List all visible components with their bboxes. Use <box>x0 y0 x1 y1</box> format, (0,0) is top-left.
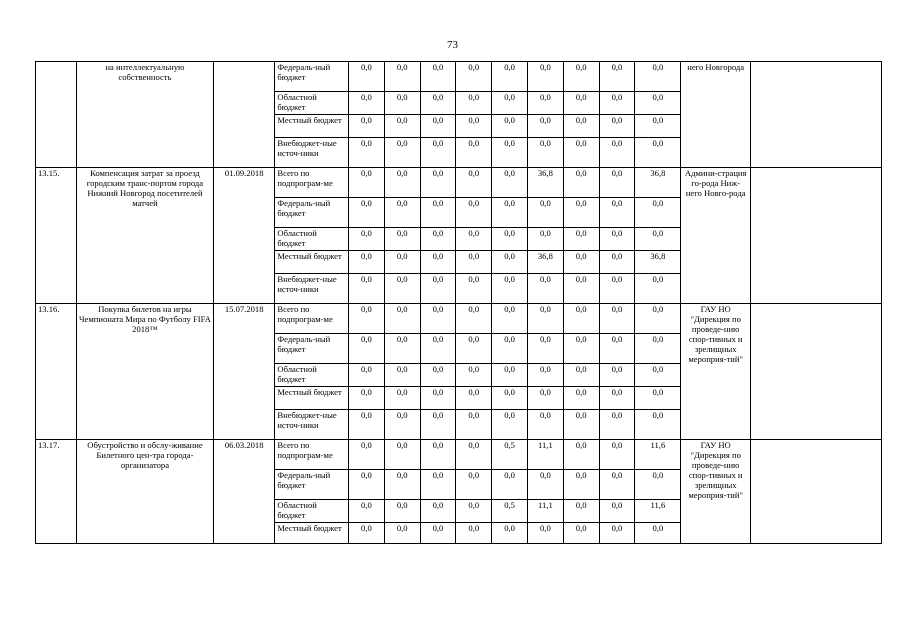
value-cell: 0,0 <box>599 470 635 500</box>
item-number <box>36 62 77 168</box>
value-cell: 0,0 <box>527 198 563 228</box>
executor: ГАУ НО "Дирекция по проведе-нию спор-тивных и зрелищных мероприя-тий" <box>681 440 751 544</box>
executor: Админи-страция го-рода Ниж-него Новго-рода <box>681 168 751 304</box>
value-cell: 0,0 <box>349 410 385 440</box>
value-cell: 0,0 <box>384 440 420 470</box>
value-cell: 0,0 <box>420 523 456 544</box>
table-row <box>36 62 882 92</box>
value-cell: 0,0 <box>599 410 635 440</box>
value-cell: 0,0 <box>492 410 528 440</box>
funding-source: Областной бюджет <box>275 500 349 523</box>
item-number: 13.15. <box>36 168 77 304</box>
value-cell: 0,0 <box>349 440 385 470</box>
value-cell: 0,0 <box>599 304 635 334</box>
value-cell: 11,1 <box>527 440 563 470</box>
value-cell: 0,0 <box>456 168 492 198</box>
value-cell: 0,0 <box>527 92 563 115</box>
value-cell: 0,0 <box>563 62 599 92</box>
value-cell: 0,0 <box>563 228 599 251</box>
value-cell: 0,0 <box>599 364 635 387</box>
value-cell: 0,0 <box>527 228 563 251</box>
value-cell: 0,0 <box>384 138 420 168</box>
value-cell: 0,0 <box>456 410 492 440</box>
funding-source: Федераль-ный бюджет <box>275 334 349 364</box>
value-cell: 0,0 <box>456 523 492 544</box>
value-cell: 0,0 <box>384 470 420 500</box>
value-total: 0,0 <box>635 115 681 138</box>
value-cell: 0,0 <box>420 410 456 440</box>
value-cell: 0,0 <box>456 364 492 387</box>
value-cell: 0,0 <box>492 115 528 138</box>
value-cell: 0,0 <box>492 304 528 334</box>
value-total: 0,0 <box>635 228 681 251</box>
empty-column-cell <box>750 168 881 304</box>
value-cell: 0,0 <box>492 364 528 387</box>
value-cell: 0,0 <box>599 387 635 410</box>
table-row <box>36 440 882 470</box>
value-cell: 0,0 <box>527 410 563 440</box>
item-name: Обустройство и обслу-живание Билетного цен-тра города-организатора <box>76 440 213 544</box>
table-row <box>36 304 882 334</box>
value-cell: 0,0 <box>384 304 420 334</box>
value-cell: 0,0 <box>527 470 563 500</box>
value-cell: 0,0 <box>599 198 635 228</box>
empty-column-cell <box>750 440 881 544</box>
value-cell: 0,0 <box>384 198 420 228</box>
item-number: 13.16. <box>36 304 77 440</box>
funding-source: Областной бюджет <box>275 364 349 387</box>
value-cell: 0,0 <box>492 334 528 364</box>
value-cell: 0,0 <box>599 168 635 198</box>
value-cell: 36,8 <box>527 168 563 198</box>
value-cell: 0,5 <box>492 500 528 523</box>
value-cell: 0,0 <box>384 251 420 274</box>
value-cell: 0,0 <box>420 470 456 500</box>
value-cell: 0,0 <box>349 274 385 304</box>
item-number: 13.17. <box>36 440 77 544</box>
value-cell: 0,0 <box>456 304 492 334</box>
value-cell: 0,0 <box>349 62 385 92</box>
value-cell: 0,0 <box>563 168 599 198</box>
value-cell: 0,0 <box>563 251 599 274</box>
value-cell: 0,0 <box>527 523 563 544</box>
executor: него Новгорода <box>681 62 751 168</box>
item-date: 01.09.2018 <box>213 168 274 304</box>
executor: ГАУ НО "Дирекция по проведе-нию спор-тивных и зрелищных мероприя-тий" <box>681 304 751 440</box>
value-cell: 0,0 <box>599 500 635 523</box>
value-cell: 0,0 <box>527 387 563 410</box>
value-cell: 0,0 <box>456 62 492 92</box>
value-total: 0,0 <box>635 274 681 304</box>
empty-column-cell <box>750 62 881 168</box>
value-cell: 0,0 <box>492 274 528 304</box>
value-cell: 0,0 <box>349 198 385 228</box>
funding-source: Федераль-ный бюджет <box>275 198 349 228</box>
value-total: 0,0 <box>635 364 681 387</box>
value-cell: 0,0 <box>456 334 492 364</box>
table-row <box>36 168 882 198</box>
table-body <box>36 62 882 544</box>
value-cell: 0,0 <box>563 274 599 304</box>
value-cell: 0,0 <box>599 440 635 470</box>
item-name: Покупка билетов на игры Чемпионата Мира по Футболу FIFA 2018™ <box>76 304 213 440</box>
value-cell: 0,0 <box>492 138 528 168</box>
value-cell: 0,0 <box>563 387 599 410</box>
value-cell: 0,0 <box>349 228 385 251</box>
value-cell: 0,0 <box>420 251 456 274</box>
value-cell: 0,0 <box>527 334 563 364</box>
value-cell: 0,0 <box>420 500 456 523</box>
value-cell: 0,0 <box>420 334 456 364</box>
value-total: 0,0 <box>635 387 681 410</box>
value-cell: 0,0 <box>349 138 385 168</box>
funding-source: Внебюджет-ные источ-ники <box>275 410 349 440</box>
value-cell: 0,0 <box>420 387 456 410</box>
funding-source: Федераль-ный бюджет <box>275 62 349 92</box>
value-total: 0,0 <box>635 138 681 168</box>
item-date: 06.03.2018 <box>213 440 274 544</box>
value-total: 0,0 <box>635 334 681 364</box>
value-cell: 0,0 <box>563 500 599 523</box>
item-name: Компенсация затрат за проезд городским транс-портом города Нижний Новгород посетителей матчей <box>76 168 213 304</box>
value-cell: 0,0 <box>456 470 492 500</box>
value-cell: 0,0 <box>456 440 492 470</box>
funding-source: Областной бюджет <box>275 228 349 251</box>
item-name: на интеллектуальную собственность <box>76 62 213 168</box>
empty-column-cell <box>750 304 881 440</box>
value-cell: 0,0 <box>456 274 492 304</box>
funding-source: Местный бюджет <box>275 115 349 138</box>
value-cell: 0,0 <box>527 138 563 168</box>
value-cell: 0,0 <box>384 62 420 92</box>
value-cell: 0,0 <box>349 92 385 115</box>
value-cell: 0,0 <box>420 364 456 387</box>
value-cell: 0,0 <box>420 92 456 115</box>
value-total: 36,8 <box>635 251 681 274</box>
funding-source: Всего по подпрограм-ме <box>275 304 349 334</box>
value-total: 0,0 <box>635 523 681 544</box>
value-total: 0,0 <box>635 198 681 228</box>
funding-source: Местный бюджет <box>275 523 349 544</box>
funding-source: Федераль-ный бюджет <box>275 470 349 500</box>
value-cell: 0,0 <box>563 364 599 387</box>
value-cell: 0,0 <box>563 523 599 544</box>
value-cell: 0,0 <box>384 364 420 387</box>
value-cell: 0,0 <box>527 62 563 92</box>
value-cell: 0,0 <box>492 92 528 115</box>
value-cell: 0,0 <box>456 115 492 138</box>
value-cell: 0,0 <box>563 470 599 500</box>
value-cell: 11,1 <box>527 500 563 523</box>
value-total: 0,0 <box>635 62 681 92</box>
value-total: 36,8 <box>635 168 681 198</box>
value-total: 0,0 <box>635 470 681 500</box>
value-cell: 0,0 <box>456 387 492 410</box>
value-cell: 0,0 <box>599 228 635 251</box>
value-cell: 0,0 <box>527 304 563 334</box>
value-cell: 0,0 <box>456 228 492 251</box>
value-cell: 0,0 <box>492 523 528 544</box>
funding-source: Областной бюджет <box>275 92 349 115</box>
value-cell: 0,0 <box>599 62 635 92</box>
value-cell: 0,0 <box>384 228 420 251</box>
value-cell: 0,0 <box>420 274 456 304</box>
value-cell: 0,0 <box>420 440 456 470</box>
value-cell: 0,0 <box>492 228 528 251</box>
funding-source: Внебюджет-ные источ-ники <box>275 138 349 168</box>
funding-source: Внебюджет-ные источ-ники <box>275 274 349 304</box>
value-cell: 0,0 <box>492 168 528 198</box>
value-cell: 0,0 <box>349 523 385 544</box>
value-cell: 0,0 <box>599 334 635 364</box>
page-number: 73 <box>447 39 458 51</box>
value-cell: 0,0 <box>599 251 635 274</box>
value-cell: 0,0 <box>563 410 599 440</box>
value-cell: 0,0 <box>527 115 563 138</box>
value-cell: 0,0 <box>349 115 385 138</box>
value-cell: 0,0 <box>349 364 385 387</box>
value-cell: 0,0 <box>527 274 563 304</box>
item-date <box>213 62 274 168</box>
value-cell: 0,0 <box>492 470 528 500</box>
value-cell: 0,0 <box>384 523 420 544</box>
value-total: 11,6 <box>635 440 681 470</box>
value-cell: 0,0 <box>420 115 456 138</box>
value-cell: 0,0 <box>563 198 599 228</box>
value-cell: 0,0 <box>420 62 456 92</box>
value-cell: 0,0 <box>563 138 599 168</box>
value-cell: 0,0 <box>563 115 599 138</box>
value-cell: 0,0 <box>456 198 492 228</box>
value-cell: 0,0 <box>599 138 635 168</box>
value-cell: 0,0 <box>384 334 420 364</box>
value-total: 11,6 <box>635 500 681 523</box>
item-date: 15.07.2018 <box>213 304 274 440</box>
value-cell: 0,0 <box>492 198 528 228</box>
value-cell: 0,0 <box>456 500 492 523</box>
value-total: 0,0 <box>635 304 681 334</box>
value-cell: 0,0 <box>563 304 599 334</box>
value-cell: 0,0 <box>599 92 635 115</box>
value-cell: 36,8 <box>527 251 563 274</box>
value-cell: 0,0 <box>563 334 599 364</box>
value-cell: 0,0 <box>527 364 563 387</box>
funding-source: Местный бюджет <box>275 251 349 274</box>
value-cell: 0,0 <box>492 62 528 92</box>
funding-source: Местный бюджет <box>275 387 349 410</box>
value-cell: 0,0 <box>349 470 385 500</box>
value-cell: 0,0 <box>456 251 492 274</box>
funding-source: Всего по подпрограм-ме <box>275 168 349 198</box>
value-cell: 0,0 <box>349 387 385 410</box>
value-cell: 0,0 <box>384 500 420 523</box>
value-cell: 0,0 <box>456 92 492 115</box>
value-cell: 0,0 <box>420 138 456 168</box>
value-cell: 0,5 <box>492 440 528 470</box>
value-cell: 0,0 <box>456 138 492 168</box>
value-cell: 0,0 <box>384 115 420 138</box>
value-cell: 0,0 <box>384 387 420 410</box>
value-cell: 0,0 <box>349 334 385 364</box>
value-cell: 0,0 <box>420 168 456 198</box>
value-cell: 0,0 <box>599 274 635 304</box>
budget-table <box>35 61 882 544</box>
value-cell: 0,0 <box>384 410 420 440</box>
value-cell: 0,0 <box>420 228 456 251</box>
value-cell: 0,0 <box>563 92 599 115</box>
value-cell: 0,0 <box>492 387 528 410</box>
value-cell: 0,0 <box>599 523 635 544</box>
value-cell: 0,0 <box>349 304 385 334</box>
value-cell: 0,0 <box>599 115 635 138</box>
funding-source: Всего по подпрограм-ме <box>275 440 349 470</box>
value-cell: 0,0 <box>384 274 420 304</box>
value-total: 0,0 <box>635 410 681 440</box>
value-cell: 0,0 <box>384 168 420 198</box>
value-cell: 0,0 <box>420 304 456 334</box>
value-cell: 0,0 <box>420 198 456 228</box>
value-total: 0,0 <box>635 92 681 115</box>
value-cell: 0,0 <box>349 500 385 523</box>
value-cell: 0,0 <box>349 251 385 274</box>
value-cell: 0,0 <box>384 92 420 115</box>
value-cell: 0,0 <box>492 251 528 274</box>
value-cell: 0,0 <box>349 168 385 198</box>
value-cell: 0,0 <box>563 440 599 470</box>
